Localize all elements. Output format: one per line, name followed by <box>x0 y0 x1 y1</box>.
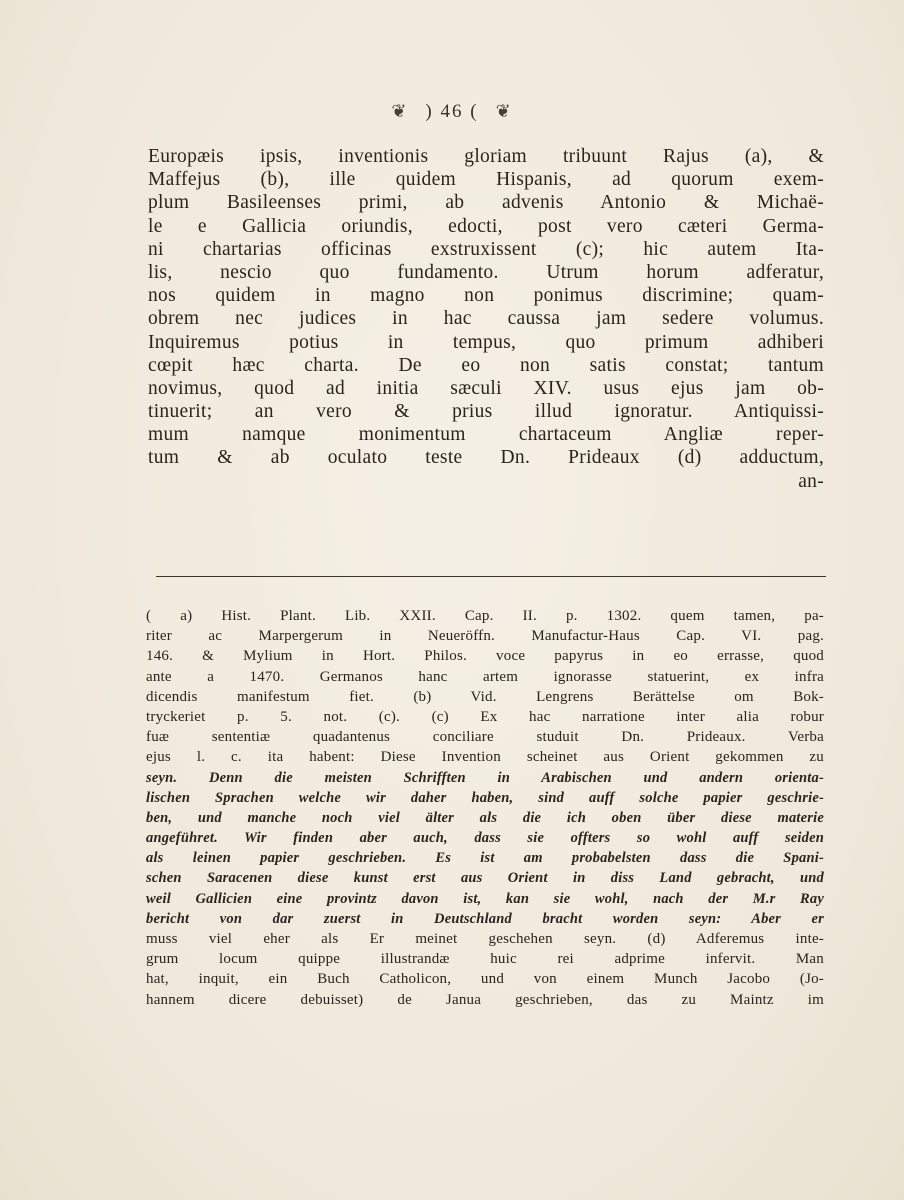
body-line: novimus, quod ad initia sæculi XIV. usus ejus jam ob- <box>148 377 824 399</box>
footnote-line: lischen Sprachen welche wir daher haben, sind auff solche papier geschrie- <box>146 789 824 806</box>
body-line: mum namque monimentum chartaceum Angliæ reper- <box>148 424 824 446</box>
body-line: tinuerit; an vero & prius illud ignoratur. Antiquissi- <box>148 401 824 423</box>
footnote-line: als leinen papier geschrieben. Es ist am probabelsten dass die Spani- <box>146 850 824 867</box>
footnote-line: ben, und manche noch viel älter als die ich oben über diese materie <box>146 809 824 826</box>
footnote-line: hannem dicere debuisset) de Janua geschrieben, das zu Maintz im <box>146 991 824 1008</box>
body-line: lis, nescio quo fundamento. Utrum horum adferatur, <box>148 261 824 283</box>
body-text <box>148 145 824 493</box>
footnote-line: dicendis manifestum fiet. (b) Vid. Lengrens Berättelse om Bok- <box>146 688 824 705</box>
footnote-line: fuæ sententiæ quadantenus conciliare studuit Dn. Prideaux. Verba <box>146 729 824 746</box>
footnote-line: grum locum quippe illustrandæ huic rei adprime infervit. Man <box>146 951 824 968</box>
footnote-divider <box>156 576 826 577</box>
body-line: nos quidem in magno non ponimus discrimine; quam- <box>148 285 824 307</box>
body-line: Maffejus (b), ille quidem Hispanis, ad quorum exem- <box>148 169 824 191</box>
footnote-line: riter ac Marpergerum in Neueröffn. Manufactur-Haus Cap. VI. pag. <box>146 628 824 645</box>
footnote-line: 146. & Mylium in Hort. Philos. voce papyrus in eo errasse, quod <box>146 648 824 665</box>
ornament-right-icon: ❦ <box>495 101 513 121</box>
footnote-line: hat, inquit, ein Buch Catholicon, und von einem Munch Jacobo (Jo- <box>146 971 824 988</box>
body-line: le e Gallicia oriundis, edocti, post vero cæteri Germa- <box>148 215 824 237</box>
body-line: cœpit hæc charta. De eo non satis constat; tantum <box>148 354 824 376</box>
body-line: Inquiremus potius in tempus, quo primum adhiberi <box>148 331 824 353</box>
footnote-line: bericht von dar zuerst in Deutschland bracht worden seyn: Aber er <box>146 910 824 927</box>
footnote-line: angeführet. Wir finden aber auch, dass sie offters so wohl auff seiden <box>146 830 824 847</box>
footnotes <box>146 606 824 1010</box>
body-line: obrem nec judices in hac caussa jam sedere volumus. <box>148 308 824 330</box>
footnote-line: tryckeriet p. 5. not. (c). (c) Ex hac narratione inter alia robur <box>146 708 824 725</box>
footnote-line: weil Gallicien eine provintz davon ist, kan sie wohl, nach der M.r Ray <box>146 890 824 907</box>
footnote-line: schen Saracenen diese kunst erst aus Orient in diss Land gebracht, und <box>146 870 824 887</box>
footnote-line: muss viel eher als Er meinet geschehen seyn. (d) Adferemus inte- <box>146 931 824 947</box>
page-header <box>0 100 904 123</box>
footnote-line: ante a 1470. Germanos hanc artem ignorasse statuerint, ex infra <box>146 668 824 685</box>
footnote-line: seyn. Denn die meisten Schrifften in Arabischen und andern orienta- <box>146 769 824 786</box>
footnote-line: ejus l. c. ita habent: Diese Invention scheinet aus Orient gekommen zu <box>146 749 824 766</box>
page-number: ) 46 ( <box>425 101 479 122</box>
body-line: ni chartarias officinas exstruxissent (c); hic autem Ita- <box>148 238 824 260</box>
ornament-left-icon: ❦ <box>391 101 409 121</box>
body-line: plum Basileenses primi, ab advenis Antonio & Michaë- <box>148 192 824 214</box>
footnote-line: ( a) Hist. Plant. Lib. XXII. Cap. II. p. 1302. quem tamen, pa- <box>146 608 824 624</box>
catchword: an- <box>798 470 824 492</box>
body-line: Europæis ipsis, inventionis gloriam tribuunt Rajus (a), & <box>148 146 824 167</box>
body-line: tum & ab oculato teste Dn. Prideaux (d) adductum, <box>148 447 824 469</box>
